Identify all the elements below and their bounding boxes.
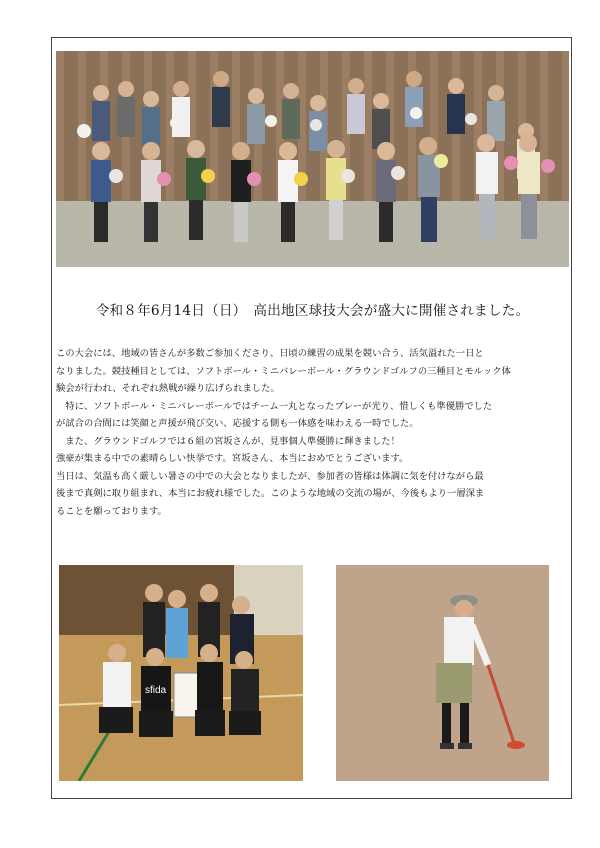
body-line: 強豪が集まる中での素晴らしい快挙です。宮坂さん、本当におめでとうございます。 — [56, 453, 409, 464]
headline: 令和８年6月14日（日） 高出地区球技大会が盛大に開催されました。 — [95, 303, 530, 319]
ground-golf-photo — [336, 565, 549, 781]
body-line: 当日は、気温も高く厳しい暑さの中での大会となりましたが、参加者の皆様は体調に気を付けながら最 — [56, 470, 484, 482]
body-line: ることを願っております。 — [56, 505, 167, 517]
body-line: 験会が行われ、それぞれ熱戦が繰り広げられました。 — [56, 383, 280, 394]
body-line: この大会には、地域の皆さんが多数ご参加くださり、日頃の練習の成果を競い合う、活気溢れた一日と — [56, 348, 484, 359]
body-line: また、グラウンドゴルフでは６組の宮坂さんが、見事個人準優勝に輝きました！ — [56, 435, 400, 447]
body-line: なりました。競技種目としては、ソフトボール・ミニバレーボール・グラウンドゴルフの三種目とモルック体 — [56, 365, 511, 377]
jersey-text: sfida — [145, 685, 167, 696]
body-line: 特に、ソフトボール・ミニバレーボールではチーム一丸となったプレーが光り、惜しくも準優勝でした — [56, 400, 493, 412]
group-photo — [56, 51, 569, 267]
volleyball-team-photo — [59, 565, 303, 781]
body-line: 後まで真剣に取り組まれ、本当にお疲れ様でした。このような地域の交流の場が、今後もより一層深ま — [56, 488, 485, 499]
article-body — [56, 345, 572, 520]
body-line: が試合の合間には笑顔と声援が飛び交い、応援する側も一体感を味わえる一時でした。 — [56, 418, 419, 429]
